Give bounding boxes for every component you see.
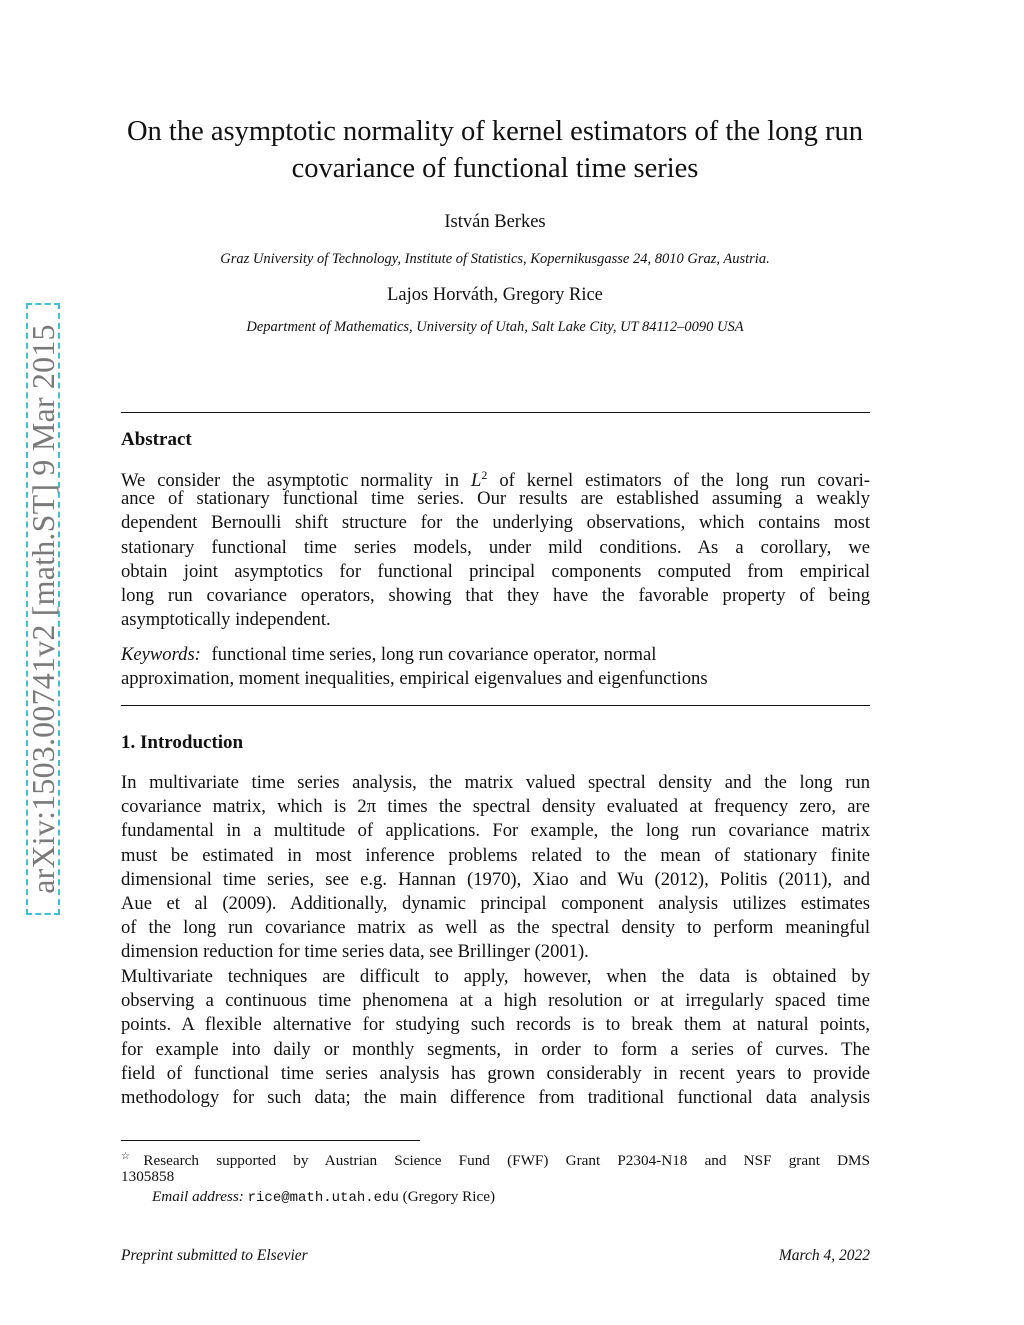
abstract-heading: Abstract [121, 429, 192, 450]
email-label: Email address: [152, 1188, 244, 1205]
keywords [121, 643, 870, 691]
intro-line: dimension reduction for time series data, see Brillinger (2001). [121, 941, 589, 963]
intro-line: for example into daily or monthly segments, in order to form a series of curves. The [121, 1038, 870, 1060]
abstract-top-rule [121, 412, 870, 413]
author-affiliation: Department of Mathematics, University of Utah, Salt Lake City, UT 84112–0090 USA [246, 319, 744, 335]
paper-title [100, 113, 890, 187]
keywords-text: functional time series, long run covariance operator, normal [211, 644, 657, 665]
section-heading: 1. Introduction [121, 732, 244, 753]
footnote [121, 1147, 870, 1207]
footnote-rule [121, 1140, 420, 1141]
keywords-line [121, 643, 870, 667]
keywords-label: Keywords: [121, 644, 201, 665]
intro-line: dimensional time series, see e.g. Hannan (1970), Xiao and Wu (2012), Politis (2011), and [121, 868, 870, 890]
abstract-line: long run covariance operators, showing that they have the favorable property of being [121, 584, 870, 606]
email-link[interactable]: rice@math.utah.edu [247, 1190, 399, 1206]
footer-left: Preprint submitted to Elsevier [121, 1247, 308, 1264]
footnote-line [121, 1147, 871, 1170]
footer-right: March 4, 2022 [778, 1247, 870, 1264]
footnote-marker: ☆ [121, 1151, 144, 1162]
abstract-line: obtain joint asymptotics for functional principal components computed from empirical [121, 560, 870, 582]
title-line: On the asymptotic normality of kernel estimators of the long run [126, 116, 864, 147]
abstract-line: We consider the asymptotic normality in $L^2$ of kernel estimators of the long run covari- [121, 468, 870, 492]
intro-line: In multivariate time series analysis, the matrix valued spectral density and the long run [121, 772, 870, 793]
intro-line: observing a continuous time phenomena at a high resolution or at irregularly spaced time [121, 990, 870, 1012]
footnote-line: 1305858 [121, 1168, 175, 1185]
intro-line: field of functional time series analysis has grown considerably in recent years to provide [121, 1062, 870, 1084]
intro-line: must be estimated in most inference problems related to the mean of stationary finite [121, 844, 870, 866]
author-name: Lajos Horváth, Gregory Rice [387, 285, 603, 305]
intro-line: Multivariate techniques are difficult to apply, however, when the data is obtained by [121, 966, 870, 987]
intro-line: fundamental in a multitude of applications. For example, the long run covariance matrix [121, 820, 870, 842]
abstract-line: stationary functional time series models, under mild conditions. As a corollary, we [121, 536, 870, 558]
author-affiliation: Graz University of Technology, Institute of Statistics, Kopernikusgasse 24, 8010 Graz, Austria. [220, 251, 770, 267]
footnote-text: Research supported by Austrian Science Fund (FWF) Grant P2304-N18 and NSF grant DMS [143, 1152, 871, 1170]
intro-line: methodology for such data; the main difference from traditional functional data analysis [121, 1086, 870, 1108]
author-name: István Berkes [444, 212, 546, 232]
abstract-body [121, 463, 870, 632]
abstract-line: dependent Bernoulli shift structure for the underlying observations, which contains most [121, 512, 870, 534]
abstract-line: ance of stationary functional time series. Our results are established assuming a weakly [121, 488, 870, 510]
email-owner: (Gregory Rice) [402, 1188, 496, 1205]
footnote-email-line [121, 1187, 870, 1207]
abstract-bottom-rule [121, 705, 870, 706]
intro-line: of the long run covariance matrix as well as the spectral density to perform meaningful [121, 917, 870, 939]
arxiv-stamp[interactable]: arXiv:1503.00741v2 [math.ST] 9 Mar 2015 [25, 324, 61, 894]
intro-line: points. A flexible alternative for studying such records is to break them at natural points, [121, 1014, 870, 1036]
intro-paragraph-1 [121, 771, 870, 965]
keywords-line: approximation, moment inequalities, empirical eigenvalues and eigenfunctions [121, 668, 708, 690]
intro-paragraph-2 [121, 965, 870, 1110]
abstract-line: asymptotically independent. [121, 609, 331, 631]
title-line: covariance of functional time series [291, 153, 699, 184]
intro-line: covariance matrix, which is 2π times the spectral density evaluated at frequency zero, are [121, 796, 870, 818]
intro-line: Aue et al (2009). Additionally, dynamic principal component analysis utilizes estimates [121, 892, 870, 914]
